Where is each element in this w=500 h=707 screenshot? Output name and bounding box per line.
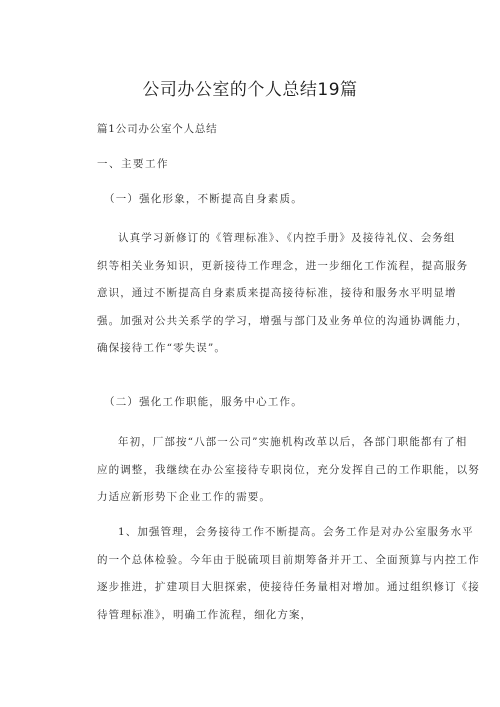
paragraph-line: 认真学习新修订的《管理标准》、《内控手册》及接待礼仪、会务组 — [118, 232, 456, 244]
document-title: 公司办公室的个人总结19篇 — [142, 80, 358, 100]
paragraph-line: 意识，通过不断提高自身素质来提高接待标准，接待和服务水平明显增 — [97, 287, 457, 299]
paragraph-line: 的一个总体检验。今年由于脱硫项目前期筹备并开工、全面预算与内控工作 — [97, 553, 480, 566]
paragraph-line: 织等相关业务知识，更新接待工作理念，进一步细化工作流程，提高服务 — [97, 259, 469, 272]
subsection-heading-2: （二）强化工作职能，服务中心工作。 — [104, 396, 303, 408]
paragraph-line: 逐步推进，扩建项目大胆探索，使接待任务量相对增加。通过组织修订《接 — [97, 581, 480, 593]
section-heading: 一、主要工作 — [97, 158, 169, 170]
paragraph-line: 待管理标准》，明确工作流程，细化方案， — [97, 608, 313, 621]
paragraph-line: 力适应新形势下企业工作的需要。 — [97, 491, 271, 503]
paragraph-3 — [97, 519, 480, 629]
subsection-heading-1: （一）强化形象，不断提高自身素质。 — [104, 193, 303, 205]
article-subtitle: 篇1公司办公室个人总结 — [97, 123, 218, 135]
paragraph-line: 应的调整，我继续在办公室接待专职岗位，充分发挥自己的工作职能，以努 — [97, 463, 480, 476]
paragraph-2 — [97, 429, 480, 512]
paragraph-line: 年初，厂部按“八部一公司”实施机构改革以后，各部门职能都有了相 — [118, 436, 468, 448]
paragraph-1 — [97, 225, 469, 363]
paragraph-line: 1、加强管理，会务接待工作不断提高。会务工作是对办公室服务水平 — [118, 526, 474, 538]
paragraph-line: 强。加强对公共关系学的学习，增强与部门及业务单位的沟通协调能力， — [97, 314, 469, 327]
paragraph-line: 确保接待工作“零失误”。 — [97, 342, 226, 354]
